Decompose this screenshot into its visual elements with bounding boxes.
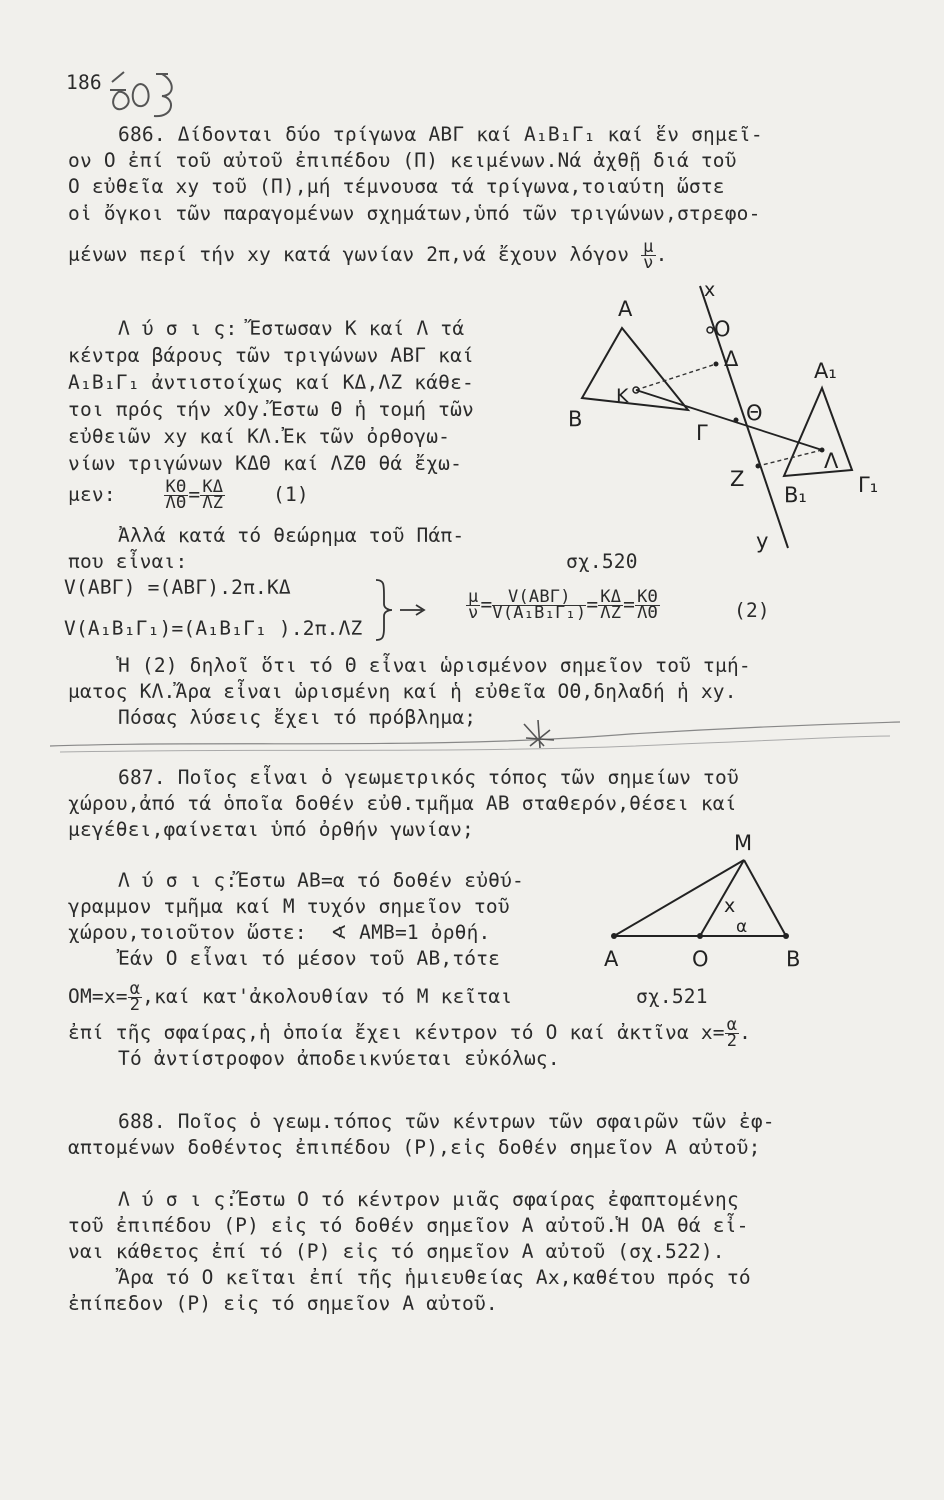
p686-sol-4: εὐθειῶν xy καί ΚΛ.Ἐκ τῶν ὀρθογω- (68, 425, 451, 448)
eq1-prefix: μεν: (68, 483, 116, 506)
eq2-k-den: ΛΖ (600, 603, 622, 623)
eq2-t-num: ΚΘ (637, 587, 658, 607)
p686-sol-1: κέντρα βάρους τῶν τριγώνων ΑΒΓ καί (68, 344, 474, 367)
p687-sol-0: Λ ύ σ ι ς:Ἔστω ΑΒ=α τό δοθέν εὐθύ- (118, 869, 524, 892)
fig521-label-m: Μ (734, 831, 753, 855)
fig520-label-g1: Γ₁ (858, 473, 879, 497)
volume-a1b1g1: V(Α₁Β₁Γ₁)=(Α₁Β₁Γ₁ ).2π.ΛΖ (64, 617, 363, 640)
eq2-mu-nu: $\frac{\mu}{\nu}$ (468, 587, 479, 623)
p686-concl-0: Ἡ (2) δηλοῖ ὅτι τό Θ εἶναι ὡρισμένον σημεῖον τοῦ τμή- (118, 654, 751, 677)
p686-pappus-0: Ἀλλά κατά τό θεώρημα τοῦ Πάπ- (118, 524, 465, 547)
p688-sol-3: Ἄρα τό Ο κεῖται ἐπί τῆς ἡμιευθείας Αx,καθέτου πρός τό (118, 1266, 751, 1289)
perp-kd (636, 364, 716, 390)
p687-om (68, 979, 513, 1015)
om-num: α (129, 979, 141, 999)
handwritten-mark (104, 62, 184, 122)
fig521-label-o: Ο (692, 947, 709, 971)
p686-sol-0: Λ ύ σ ι ς: Ἔστωσαν Κ καί Λ τά (118, 317, 465, 340)
eq2: $\frac{\mu}{\nu}$ = $\frac{\text{V(ΑΒΓ)}}{\text{V(Α₁Β₁Γ₁)}}$ = $\frac{K\Delta}{\Lambda Z}$ = $\frac{K\Theta}{\Lambda\Theta}$ (468, 587, 658, 623)
p688-sol-1: τοῦ ἐπιπέδου (Ρ) εἰς τό δοθέν σημεῖον Α αὐτοῦ.Ἡ ΟΑ θά εἶ- (68, 1214, 749, 1237)
p688-sol-2: ναι κάθετος ἐπί τό (Ρ) εἰς τό σημεῖον Α αὐτοῦ (σχ.522). (68, 1240, 725, 1263)
eq2-v-num: V(ΑΒΓ) (492, 590, 586, 606)
sphere-den: 2 (726, 1031, 738, 1051)
eq1: μεν: $\frac{K\Theta}{\Lambda\Theta}$ = $\frac{K\Delta}{\Lambda Z}$ (1) (68, 477, 309, 513)
sphere-num: α (726, 1015, 738, 1035)
fig520-label-y: y (756, 529, 769, 553)
fig520-label-a1: Α₁ (814, 359, 837, 383)
fig520-label-a: Α (618, 297, 633, 321)
om-den: 2 (129, 995, 141, 1015)
p687-sol-2: χώρου,τοιοῦτον ὥστε: ∢ ΑΜΒ=1 ὀρθή. (68, 921, 491, 944)
eq2-t-den: ΛΘ (637, 603, 658, 623)
eq1-frac1-num: ΚΘ (165, 477, 187, 497)
brace-arrow (372, 576, 462, 646)
eq1-frac1-den: ΛΘ (165, 493, 187, 513)
eq1-frac1 (164, 477, 189, 513)
p687-sol-1: γραμμον τμῆμα καί Μ τυχόν σημεῖον τοῦ (68, 895, 510, 918)
fig521-label-b: Β (786, 947, 801, 971)
eq2-k-num: ΚΔ (600, 587, 622, 607)
eq2-v-den: V(Α₁Β₁Γ₁) (492, 603, 587, 623)
eq1-label: (1) (273, 483, 309, 506)
p686-pappus-1: που εἶναι: (68, 550, 188, 573)
p686-line-4-text: μένων περί τήν xy κατά γωνίαν 2π,νά ἔχουν λόγον (68, 243, 630, 266)
page-number: 186 (66, 71, 102, 94)
triangle-abg (582, 328, 688, 410)
p687-line-1: χώρου,ἀπό τά ὁποῖα δοθέν εὐθ.τμῆμα ΑΒ σταθερόν,θέσει καί (68, 792, 737, 815)
eq2-k-frac (598, 587, 623, 623)
fig520-label-d: Δ (724, 347, 739, 371)
triangle-a1b1g1 (784, 388, 852, 476)
p688-line-0: 688. Ποῖος ὁ γεωμ.τόπος τῶν κέντρων τῶν σφαιρῶν τῶν ἐφ- (118, 1110, 775, 1133)
p688-sol-4: ἐπίπεδον (Ρ) εἰς τό σημεῖον Α αὐτοῦ. (68, 1292, 498, 1315)
volume-abg: V(ΑΒΓ) =(ΑΒΓ).2π.ΚΔ (64, 576, 291, 599)
p686-line-2: Ο εὐθεῖα xy τοῦ (Π),μή τέμνουσα τά τρίγωνα,τοιαύτη ὥστε (68, 175, 725, 198)
separator-scribble (30, 700, 910, 770)
p686-line-1: ον Ο ἐπί τοῦ αὐτοῦ ἐπιπέδου (Π) κειμένων.Νά ἀχθῇ διά τοῦ (68, 149, 737, 172)
fig520-label-b1: Β₁ (784, 483, 807, 507)
p686-sol-5: νίων τριγώνων ΚΔΘ καί ΛΖΘ θά ἔχω- (68, 452, 463, 475)
p687-line-2: μεγέθει,φαίνεται ὑπό ὀρθήν γωνίαν; (68, 818, 474, 841)
figure-521 (596, 826, 816, 972)
segment-mb (744, 860, 786, 936)
p686-sol-2: Α₁Β₁Γ₁ ἀντιστοίχως καί ΚΔ,ΛΖ κάθε- (68, 371, 474, 394)
fig521-label-alpha: α (736, 917, 748, 937)
p687-converse: Τό ἀντίστροφον ἀποδεικνύεται εὐκόλως. (118, 1047, 560, 1070)
p686-line-4: μένων περί τήν xy κατά γωνίαν 2π,νά ἔχουν λόγον $\frac{\mu}{\nu}$ . (68, 237, 668, 273)
fig520-label-b: Β (568, 407, 583, 431)
fig520-label-z: Ζ (730, 467, 745, 491)
p686-concl-1: ματος ΚΛ.Ἄρα εἶναι ὡρισμένη καί ἡ εὐθεῖα ΟΘ,δηλαδή ἡ xy. (68, 680, 737, 703)
eq2-label: (2) (734, 599, 770, 622)
p688-line-1: απτομένων δοθέντος ἐπιπέδου (Ρ),εἰς δοθέν σημεῖον Α αὐτοῦ; (68, 1136, 761, 1159)
ratio-mu-nu (641, 237, 655, 273)
fig521-label-a: Α (604, 947, 619, 971)
eq2-t-frac (635, 587, 660, 623)
om-frac (128, 979, 142, 1015)
fig520-label-l: Λ (824, 449, 839, 473)
om-prefix: ΟΜ=x= (68, 985, 128, 1008)
p687-sol-3: Ἐάν Ο εἶναι τό μέσον τοῦ ΑΒ,τότε (118, 947, 501, 970)
p687-line-0: 687. Ποῖος εἶναι ὁ γεωμετρικός τόπος τῶν σημείων τοῦ (118, 766, 739, 789)
line-kl (636, 390, 822, 450)
sphere-frac (725, 1015, 739, 1051)
p687-sphere: ἐπί τῆς σφαίρας,ἡ ὁποία ἔχει κέντρον τό Ο καί ἀκτῖνα x= $\frac{\alpha}{2}$ . (68, 1015, 752, 1051)
fig520-label-g: Γ (696, 421, 708, 445)
sphere-prefix: ἐπί τῆς σφαίρας,ἡ ὁποία ἔχει κέντρον τό Ο καί ἀκτῖνα x= (68, 1021, 725, 1044)
eq1-frac2 (200, 477, 225, 513)
om-suffix: ,καί κατ'ἀκολουθίαν τό Μ κεῖται (142, 985, 513, 1008)
fig520-label-th: Θ (746, 401, 763, 425)
ratio-den: ν (643, 253, 654, 273)
eq1-frac2-den: ΛΖ (202, 493, 224, 513)
eq1-frac2-num: ΚΔ (202, 477, 224, 497)
fig521-caption: σχ.521 (636, 985, 708, 1008)
fig520-label-o: Ο (714, 317, 731, 341)
fig520-label-k: Κ (616, 385, 629, 407)
p686-line-0: 686. Δίδονται δύο τρίγωνα ΑΒΓ καί Α₁Β₁Γ₁ καί ἕν σημεῖ- (118, 123, 763, 146)
figure-520 (560, 280, 890, 570)
p686-concl-2: Πόσας λύσεις ἔχει τό πρόβλημα; (118, 706, 477, 729)
fig520-caption: σχ.520 (566, 550, 638, 573)
p686-line-3: οἱ ὄγκοι τῶν παραγομένων σχημάτων,ὑπό τῶν τριγώνων,στρεφο- (68, 202, 761, 225)
ratio-num: μ (643, 237, 654, 257)
p688-sol-0: Λ ύ σ ι ς:Ἔστω Ο τό κέντρον μιᾶς σφαίρας ἐφαπτομένης (118, 1188, 739, 1211)
fig521-label-x: x (724, 895, 736, 917)
p686-sol-3: τοι πρός τήν xOy.Ἔστω Θ ἡ τομή τῶν (68, 398, 474, 421)
fig520-label-x: x (704, 280, 716, 301)
